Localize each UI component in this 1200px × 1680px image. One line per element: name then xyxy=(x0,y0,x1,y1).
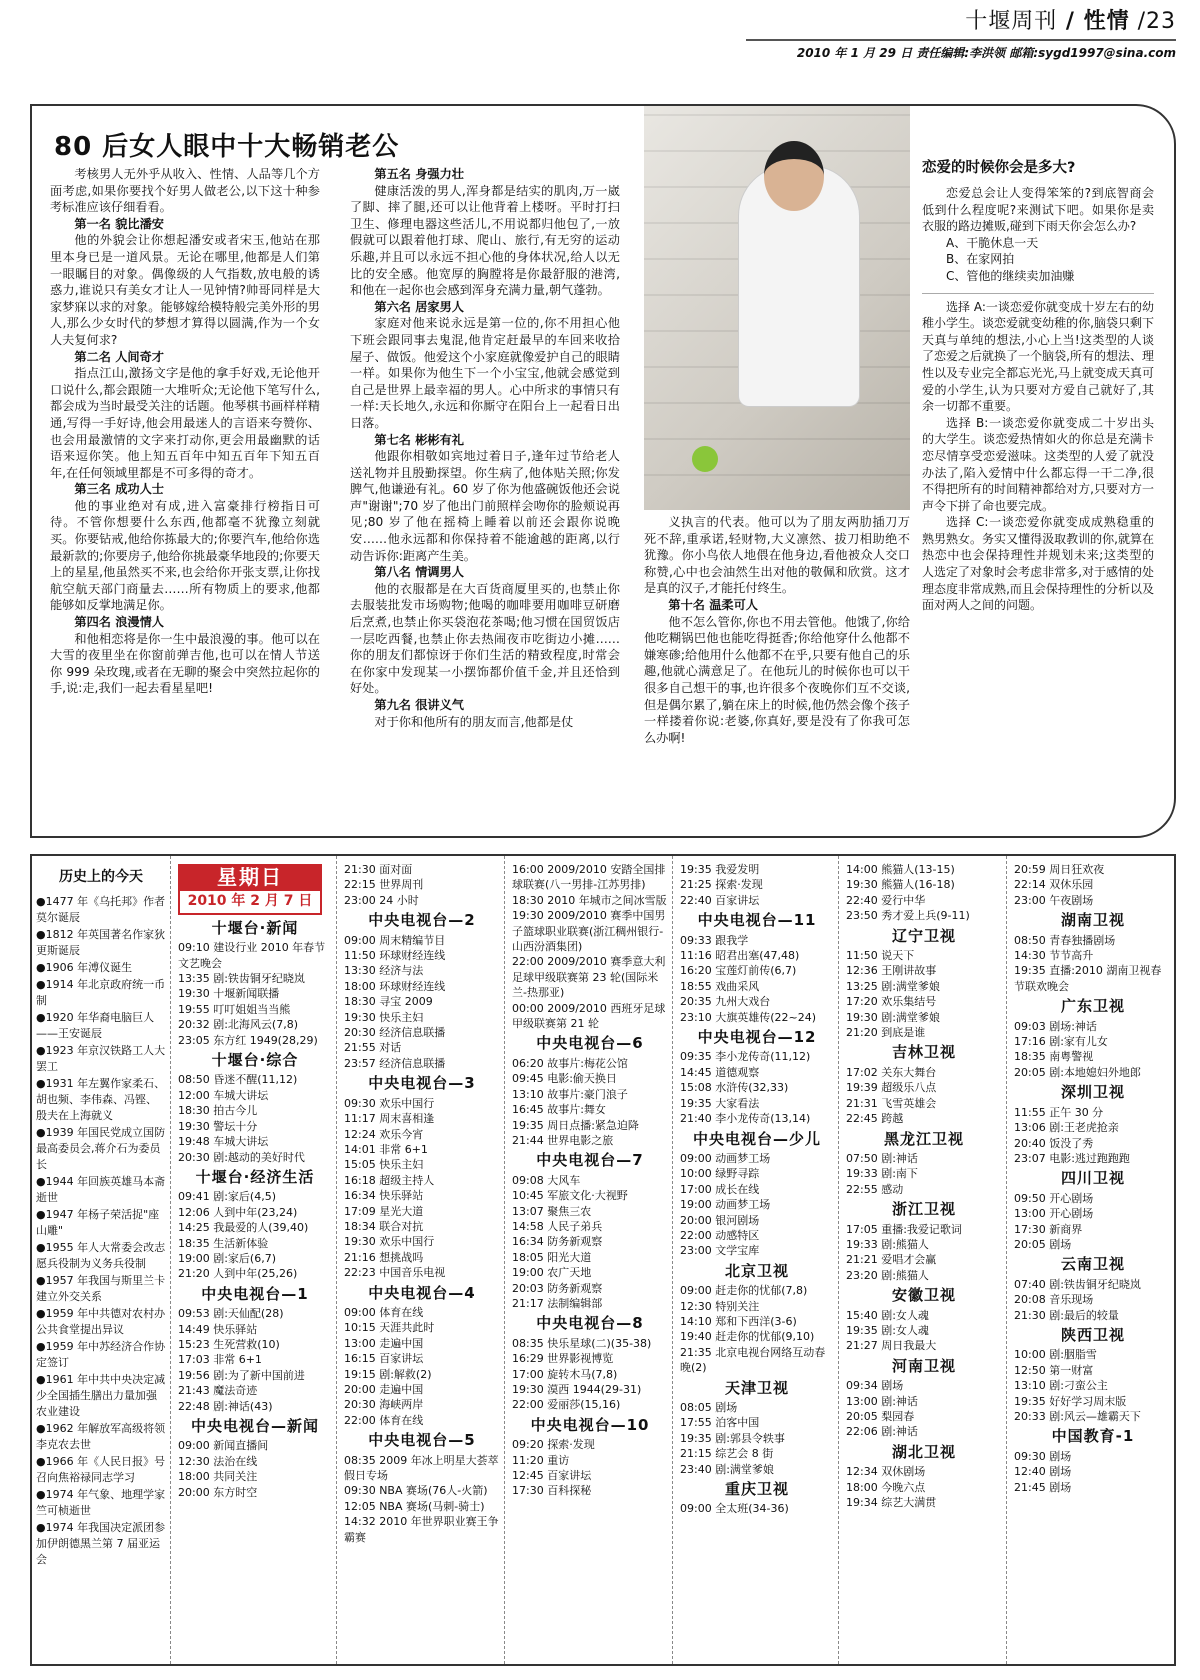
article-box xyxy=(30,104,1176,838)
article-title: 80 后女人眼中十大畅销老公 xyxy=(54,132,400,162)
program-item: 20:59 周日狂欢夜 xyxy=(1014,863,1105,876)
channel-name: 陕西卫视 xyxy=(1060,1325,1125,1344)
channel-name: 中央电视台—7 xyxy=(536,1151,644,1170)
program-item: 23:57 经济信息联播 xyxy=(344,1056,446,1070)
program-item: 22:14 双休乐园 xyxy=(1014,878,1094,892)
program-item: 19:00 剧:家后(6,7) xyxy=(178,1251,276,1265)
program-item: 22:23 中国音乐电视 xyxy=(344,1266,446,1280)
history-item: ●1920 年华裔电脑巨人——王安诞辰 xyxy=(36,1011,155,1040)
program-item: 13:25 剧:满堂爹娘 xyxy=(846,979,940,993)
tv-column-5 xyxy=(846,862,1002,1510)
channel-name: 辽宁卫视 xyxy=(891,926,956,945)
program-item: 19:35 剧:郭县令轶事 xyxy=(680,1431,785,1445)
program-item: 07:50 剧:神话 xyxy=(846,1151,918,1165)
program-item: 19:30 剧:满堂爹娘 xyxy=(846,1010,940,1024)
paragraph: 他跟你相敬如宾地过着日子,逢年过节给老人送礼物并且殷勤探望。你生病了,他体贴关照;你发脾气,他谦逊有礼。60 岁了你为他盛碗饭他还会说声"谢谢";70 岁了他出门前照样会吻你的脸颊说再见;80 岁了他在摇椅上睡着以前还会跟你说晚安……他永远都和你保持着不能逾越的距离,以行动告诉你:距离产生美。 xyxy=(350,449,620,563)
channel-name: 天津卫视 xyxy=(724,1378,789,1397)
program-item: 20:30 海峡两岸 xyxy=(344,1398,424,1412)
channel-name: 中央电视台—1 xyxy=(201,1284,309,1303)
history-item: ●1812 年英国著名作家狄更斯诞辰 xyxy=(36,928,166,957)
program-item: 09:30 NBA 赛场(76人-火箭) xyxy=(344,1484,488,1498)
program-item: 19:30 漠西 1944(29-31) xyxy=(512,1383,642,1396)
program-item: 20:05 剧:本地媳妇外地郎 xyxy=(1014,1065,1141,1079)
divider xyxy=(922,293,1154,294)
program-item: 17:00 旋转木马(7,8) xyxy=(512,1367,618,1381)
program-item: 11:17 周末喜相逢 xyxy=(344,1112,435,1126)
channel-name: 中央电视台—12 xyxy=(697,1028,817,1047)
program-item: 09:33 跟我学 xyxy=(680,933,749,947)
history-today xyxy=(36,860,166,1569)
channel-name: 中央电视台—10 xyxy=(530,1415,650,1434)
program-item: 12:36 王刚讲故事 xyxy=(846,964,937,978)
history-item: ●1962 年解放军高级将领李克农去世 xyxy=(36,1422,166,1451)
program-item: 16:20 宝莲灯前传(6,7) xyxy=(680,964,797,978)
program-item: 21:21 爱唱才会赢 xyxy=(846,1253,937,1267)
program-item: 22:00 体育在线 xyxy=(344,1413,424,1427)
paragraph: 健康活泼的男人,浑身都是结实的肌肉,万一崴了脚、摔了腿,还可以让他背着上楼呀。平时打扫卫生、修理电器这些活儿,不用说都归他包了,一放假就可以跟着他打球、爬山、旅行,有无穷的运动乐趣,并且可以永远不担心他的身体状况,给人以无比的安全感。他宽厚的胸膛将是你最舒服的港湾,和他在一起你也会感到浑身充满力量,朝气蓬勃。 xyxy=(350,183,620,298)
history-item: ●1957 年我国与斯里兰卡建立外交关系 xyxy=(36,1274,166,1303)
paragraph: 他的衣服都是在大百货商厦里买的,也禁止你去服装批发市场购物;他喝的咖啡要用咖啡豆研磨后烹煮,也禁止你买袋泡花茶喝;他习惯在国贸饭店一层吃西餐,也禁止你去热闹夜市吃街边小摊……你的朋友们都惊讶于你们生活的精致程度,时常会在你家中发现某一小摆饰都价值千金,并且还恰到好处。 xyxy=(350,581,620,696)
program-item: 22:48 剧:神话(43) xyxy=(178,1399,273,1413)
program-item: 09:00 新闻直播间 xyxy=(178,1439,269,1453)
program-item: 14:10 郑和下西洋(3-6) xyxy=(680,1314,797,1328)
program-item: 18:30 寻宝 2009 xyxy=(344,995,433,1009)
program-item: 13:35 剧:铁齿铜牙纪晓岚 xyxy=(178,972,305,986)
history-item: ●1947 年杨子荣活捉"座山雕" xyxy=(36,1208,160,1237)
article-column-2 xyxy=(350,166,620,730)
channel-name: 河南卫视 xyxy=(891,1356,956,1375)
quiz-answer: 选择 C:一谈恋爱你就变成成熟稳重的熟男熟女。务实又懂得汲取教训的你,就算在热恋中也会保持理性并规划未来;这类型的人选定了对象时会考虑非常多,对于感情的处理态度非常成熟,而且会保持理性的分析以及面对两人之间的问题。 xyxy=(922,515,1154,613)
rank-heading: 第四名 浪漫情人 xyxy=(74,615,164,630)
program-item: 06:20 故事片:梅花公馆 xyxy=(512,1056,628,1070)
article-photo xyxy=(644,106,910,510)
program-item: 22:00 2009/2010 赛季意大利足球甲级联赛第 23 轮(国际米兰-热那亚) xyxy=(512,955,666,1000)
program-item: 19:56 剧:为了新中国前进 xyxy=(178,1368,305,1382)
program-item: 00:00 2009/2010 西班牙足球甲级联赛第 21 轮 xyxy=(512,1001,666,1031)
channel-name: 中央电视台—少儿 xyxy=(692,1129,821,1148)
quiz-answer: 选择 B:一谈恋爱你就变成二十岁出头的大学生。谈恋爱热情如火的你总是充满卡恋尽情享受恋爱滋味。这类型的人爱了就没办法了,陷入爱情中什么都忘得一干二净,很不得把所有的时间精神都给对方,只要对方一声令下拼了命也要完成。 xyxy=(922,415,1154,513)
date-badge: 星期日 2010 年 2 月 7 日 xyxy=(178,864,322,915)
program-item: 19:55 叮叮姐姐当当熊 xyxy=(178,1002,291,1016)
program-item: 08:50 昏迷不醒(11,12) xyxy=(178,1073,298,1087)
program-item: 23:40 剧:满堂爹娘 xyxy=(680,1462,774,1476)
program-item: 17:03 非常 6+1 xyxy=(178,1353,262,1367)
channel-name: 湖南卫视 xyxy=(1060,911,1125,930)
history-item: ●1959 年中共德对农村办公共食堂提出异议 xyxy=(36,1307,166,1336)
channel-name: 四川卫视 xyxy=(1060,1169,1125,1188)
program-item: 14:49 快乐驿站 xyxy=(178,1322,258,1336)
program-item: 14:00 熊猫人(13-15) xyxy=(846,863,955,876)
program-item: 09:53 剧:天仙配(28) xyxy=(178,1307,284,1321)
program-item: 13:07 聚焦三农 xyxy=(512,1204,592,1218)
program-item: 21:40 李小龙传奇(13,14) xyxy=(680,1112,811,1126)
program-item: 09:45 电影:偷天换日 xyxy=(512,1072,617,1086)
program-item: 12:00 车城大讲坛 xyxy=(178,1088,269,1102)
program-item: 21:43 魔法奇迹 xyxy=(178,1384,258,1398)
paragraph: 和他相恋将是你一生中最浪漫的事。他可以在大雪的夜里坐在你窗前弹吉他,也可以在情人节送你 999 朵玫瑰,或者在无聊的聚会中突然拉起你的手,说:走,我们一起去看星星吧! xyxy=(50,631,320,696)
program-item: 19:35 直播:2010 湖南卫视春节联欢晚会 xyxy=(1014,964,1162,993)
history-item: ●1906 年溥仪诞生 xyxy=(36,961,133,974)
program-item: 19:35 好好学习周末版 xyxy=(1014,1394,1127,1408)
channel-name: 北京卫视 xyxy=(724,1261,789,1280)
program-item: 20:00 银河剧场 xyxy=(680,1213,760,1227)
channel-name: 云南卫视 xyxy=(1060,1255,1125,1274)
program-item: 23:10 大旗英雄传(22~24) xyxy=(680,1010,816,1024)
paragraph: 考核男人无外乎从收入、性情、人品等几个方面考虑,如果你要找个好男人做老公,以下这十种参考标准应该仔细看看。 xyxy=(50,167,320,215)
program-item: 21:27 周日我最大 xyxy=(846,1339,937,1353)
program-item: 18:55 戏曲采风 xyxy=(680,979,760,993)
channel-name: 吉林卫视 xyxy=(891,1043,956,1062)
program-item: 19:30 快乐主妇 xyxy=(344,1010,424,1024)
program-item: 16:15 百家讲坛 xyxy=(344,1352,424,1366)
program-item: 14:58 人民子弟兵 xyxy=(512,1219,603,1233)
program-item: 09:35 李小龙传奇(11,12) xyxy=(680,1050,811,1064)
program-item: 10:15 天涯共此时 xyxy=(344,1321,435,1335)
program-item: 09:00 赶走你的忧郁(7,8) xyxy=(680,1284,808,1298)
quiz-answer: 选择 A:一谈恋爱你就变成十岁左右的幼稚小学生。谈恋爱就变幼稚的你,脑袋只剩下天真与单纯的想法,小心上当!这类型的人谈了恋爱之后就换了一个脑袋,所有的想法、理性以及专业完全都忘光光,马上就变成天真可爱的小学生,认为只要对方爱自己就好了,其余一切都不重要。 xyxy=(922,299,1154,414)
program-item: 14:32 2010 年世界职业赛王争霸赛 xyxy=(344,1515,499,1544)
channel-name: 湖北卫视 xyxy=(891,1442,956,1461)
tv-column-3 xyxy=(512,862,668,1499)
program-item: 12:45 百家讲坛 xyxy=(512,1469,592,1483)
program-item: 18:30 拍古今儿 xyxy=(178,1104,258,1118)
program-item: 12:24 欢乐今宵 xyxy=(344,1127,424,1141)
tv-column-1 xyxy=(178,862,332,1500)
channel-name: 中央电视台—8 xyxy=(536,1314,644,1333)
program-item: 13:30 经济与法 xyxy=(344,964,424,978)
history-item: ●1477 年《乌托邦》作者莫尔诞辰 xyxy=(36,895,166,924)
program-item: 21:55 对话 xyxy=(344,1041,402,1055)
program-item: 09:30 欢乐中国行 xyxy=(344,1096,435,1110)
program-item: 09:10 建设行业 2010 年春节文艺晚会 xyxy=(178,941,326,970)
program-item: 22:40 爱行中华 xyxy=(846,893,926,907)
channel-name: 中央电视台—6 xyxy=(536,1034,644,1053)
rank-heading: 第三名 成功人士 xyxy=(74,482,164,497)
issue-info: 2010 年 1 月 29 日 责任编辑:李洪领 邮箱:sygd1997@sina.com xyxy=(746,39,1176,61)
program-item: 10:45 军旅文化·大视野 xyxy=(512,1189,628,1203)
program-item: 19:40 赶走你的忧郁(9,10) xyxy=(680,1330,815,1344)
tv-column-2 xyxy=(344,862,500,1545)
history-item: ●1961 年中共中央决定减少全国插生膳出力量加强农业建设 xyxy=(36,1373,166,1418)
paragraph: 他不怎么管你,你也不用去管他。他饿了,你给他吃糊锅巴他也能吃得挺香;你给他穿什么他都不嫌寒碜;给他用什么他都不在乎,只要有他自己的乐趣,他就心满意足了。在他玩儿的时候你也可以干很多自己想干的事,也许很多个夜晚你们互不交谈,但是偶尔累了,躺在床上的时候,他仍然会像个孩子一样搂着你说:老婆,你真好,要是没有了你我可怎么办啊! xyxy=(644,614,910,745)
program-item: 19:30 十堰新闻联播 xyxy=(178,987,280,1001)
history-item: ●1974 年我国决定派团参加伊朗德黑兰第 7 届亚运会 xyxy=(36,1521,166,1566)
program-item: 19:30 欢乐中国行 xyxy=(344,1235,435,1249)
paragraph: 对于你和他所有的朋友而言,他都是仗 xyxy=(374,714,574,729)
channel-name: 中央电视台—4 xyxy=(368,1283,476,1302)
program-item: 09:03 剧场:神话 xyxy=(1014,1019,1097,1033)
program-item: 20:35 九州大戏台 xyxy=(680,995,771,1009)
paper-name: 十堰周刊 xyxy=(965,9,1058,34)
program-item: 12:40 剧场 xyxy=(1014,1465,1072,1479)
program-item: 13:00 开心剧场 xyxy=(1014,1207,1094,1221)
program-item: 20:30 剧:越动的美好时代 xyxy=(178,1150,305,1164)
program-item: 19:35 剧:女人魂 xyxy=(846,1323,929,1337)
program-item: 17:05 重播:我爱记歌词 xyxy=(846,1222,962,1236)
program-item: 23:00 24 小时 xyxy=(344,893,419,907)
rank-heading: 第八名 情调男人 xyxy=(374,565,464,580)
channel-name: 广东卫视 xyxy=(1060,997,1125,1016)
program-item: 23:07 电影:逃过跑跑跑 xyxy=(1014,1151,1130,1165)
program-item: 20:32 剧:北海风云(7,8) xyxy=(178,1018,298,1032)
program-item: 18:00 环球财经连线 xyxy=(344,979,446,993)
quiz-option: C、管他的继续卖加油赚 xyxy=(946,268,1075,283)
channel-name: 重庆卫视 xyxy=(724,1480,789,1499)
program-item: 23:00 文学宝库 xyxy=(680,1244,760,1258)
rank-heading: 第十名 温柔可人 xyxy=(668,597,758,612)
program-item: 17:00 成长在线 xyxy=(680,1182,760,1196)
tv-listing-box xyxy=(30,854,1176,1666)
program-item: 08:05 剧场 xyxy=(680,1401,738,1414)
program-item: 23:00 午夜剧场 xyxy=(1014,893,1094,907)
program-item: 21:17 法制编辑部 xyxy=(512,1296,603,1310)
channel-name: 中央电视台—2 xyxy=(368,911,476,930)
program-item: 09:30 剧场 xyxy=(1014,1449,1072,1463)
channel-name: 十堰台·经济生活 xyxy=(195,1167,315,1186)
program-item: 19:00 农广天地 xyxy=(512,1266,592,1280)
program-item: 21:16 想挑战吗 xyxy=(344,1250,424,1264)
program-item: 09:50 开心剧场 xyxy=(1014,1191,1094,1205)
program-item: 21:20 到底是谁 xyxy=(846,1026,926,1040)
history-item: ●1966 年《人民日报》号召向焦裕禄同志学习 xyxy=(36,1455,166,1484)
program-item: 18:30 2010 年城市之间冰雪版 xyxy=(512,893,667,907)
program-item: 14:45 道德观察 xyxy=(680,1065,760,1079)
history-item: ●1939 年国民党成立国防最高委员会,蒋介石为委员长 xyxy=(36,1126,166,1171)
program-item: 19:33 剧:熊猫人 xyxy=(846,1237,929,1251)
program-item: 09:20 探索·发现 xyxy=(512,1438,595,1452)
program-item: 22:40 百家讲坛 xyxy=(680,893,760,907)
page-number: /23 xyxy=(1129,9,1176,34)
program-item: 09:00 周末精编节目 xyxy=(344,933,446,947)
article-column-3 xyxy=(644,514,910,746)
tv-column-6 xyxy=(1014,862,1172,1495)
program-item: 19:35 周日点播:紧急迫降 xyxy=(512,1118,639,1132)
program-item: 17:02 关东大舞台 xyxy=(846,1065,937,1079)
program-item: 11:16 昭君出塞(47,48) xyxy=(680,949,800,963)
program-item: 17:16 剧:家有儿女 xyxy=(1014,1035,1108,1049)
channel-name: 十堰台·新闻 xyxy=(211,918,299,937)
channel-name: 中央电视台—5 xyxy=(368,1431,476,1450)
program-item: 15:05 快乐主妇 xyxy=(344,1158,424,1172)
program-item: 18:00 共同关注 xyxy=(178,1470,258,1484)
history-item: ●1959 年中苏经济合作协定签订 xyxy=(36,1340,166,1369)
section-name: 性情 xyxy=(1083,9,1130,34)
program-item: 08:35 快乐星球(二)(35-38) xyxy=(512,1336,652,1350)
program-item: 13:10 剧:刁蛮公主 xyxy=(1014,1379,1108,1393)
quiz-intro: 恋爱总会让人变得笨笨的?到底智商会低到什么程度呢?来测试下吧。如果你是卖衣服的路边摊贩,碰到下雨天你会怎么办? xyxy=(922,186,1154,234)
program-item: 17:20 欢乐集结号 xyxy=(846,995,937,1009)
program-item: 19:39 超级乐八点 xyxy=(846,1081,937,1095)
program-item: 13:06 剧:王老虎抢亲 xyxy=(1014,1121,1119,1135)
program-item: 21:45 剧场 xyxy=(1014,1480,1072,1494)
channel-name: 安徽卫视 xyxy=(891,1286,956,1305)
history-item: ●1974 年气象、地理学家竺可桢逝世 xyxy=(36,1488,166,1517)
program-item: 12:34 双休剧场 xyxy=(846,1465,926,1479)
program-item: 12:50 第一财富 xyxy=(1014,1363,1094,1377)
program-item: 21:31 飞雪英雄会 xyxy=(846,1096,937,1110)
program-item: 08:50 青春独播剧场 xyxy=(1014,933,1116,947)
paragraph: 指点江山,激扬文字是他的拿手好戏,无论他开口说什么,都会跟随一大堆听众;无论他下笔写什么,都会成为当时最受关注的话题。他琴棋书画样样精通,写得一手好诗,他会用最迷人的言语来夸赞你、也会用最激情的文字来打动你,更会用最幽默的话语来逗你笑。他上知五百年中知五百年下知五百年,在任何领域里都是不可多得的奇才。 xyxy=(50,366,320,480)
program-item: 17:30 新商界 xyxy=(1014,1222,1083,1236)
program-item: 15:40 剧:女人魂 xyxy=(846,1308,929,1322)
program-item: 19:30 2009/2010 赛季中国男子篮球职业联赛(浙江稠州银行-山西汾酒集团) xyxy=(512,909,666,954)
program-item: 09:08 大风车 xyxy=(512,1173,581,1187)
history-title: 历史上的今天 xyxy=(59,869,143,885)
program-item: 13:10 故事片:豪门浪子 xyxy=(512,1087,628,1101)
channel-name: 中央电视台—新闻 xyxy=(190,1417,319,1435)
rank-heading: 第五名 身强力壮 xyxy=(374,167,464,181)
program-item: 16:00 2009/2010 安踏全国排球联赛(八一男排-江苏男排) xyxy=(512,863,666,892)
program-item: 09:00 体育在线 xyxy=(344,1305,424,1319)
program-item: 07:40 剧:铁齿铜牙纪晓岚 xyxy=(1014,1277,1141,1291)
rank-heading: 第七名 彬彬有礼 xyxy=(374,432,464,447)
tv-column-4 xyxy=(680,862,834,1517)
program-item: 18:05 阳光大道 xyxy=(512,1250,592,1264)
program-item: 22:55 感动 xyxy=(846,1182,904,1196)
history-item: ●1944 年回族英雄马本斋逝世 xyxy=(36,1175,166,1204)
program-item: 16:45 故事片:舞女 xyxy=(512,1103,606,1117)
program-item: 18:00 今晚六点 xyxy=(846,1480,926,1494)
channel-name: 中央电视台—11 xyxy=(697,911,817,930)
rank-heading: 第六名 居家男人 xyxy=(374,299,464,314)
program-item: 23:05 东方红 1949(28,29) xyxy=(178,1033,318,1047)
program-item: 14:01 非常 6+1 xyxy=(344,1142,428,1156)
rank-heading: 第九名 很讲义气 xyxy=(374,698,464,712)
history-item: ●1955 年人大常委会改志愿兵役制为义务兵役制 xyxy=(36,1241,166,1270)
history-item: ●1923 年京汉铁路工人大罢工 xyxy=(36,1044,166,1073)
program-item: 22:00 爱丽莎(15,16) xyxy=(512,1398,621,1412)
program-item: 08:35 2009 年冰上明星大荟萃假日专场 xyxy=(344,1453,499,1483)
program-item: 22:15 世界周刊 xyxy=(344,878,424,892)
program-item: 23:50 秀才爱上兵(9-11) xyxy=(846,909,970,923)
program-item: 21:30 剧:最后的较量 xyxy=(1014,1308,1119,1322)
program-item: 21:35 北京电视台网络互动春晚(2) xyxy=(680,1345,826,1375)
program-item: 23:20 剧:熊猫人 xyxy=(846,1268,929,1282)
paragraph: 他的事业绝对有成,进入富豪排行榜指日可待。不管你想要什么东西,他都毫不犹豫立刻就买。你要钻戒,他给你拣最大的;你要汽车,他给你选最新款的;你要房子,他给你挑最豪华地段的;你要天上的星星,他虽然买不来,也会给你开张支票,让你找航空航天部门商量去……所有物质上的要求,他都能够如反掌地满足你。 xyxy=(50,498,320,613)
program-item: 19:35 大家看法 xyxy=(680,1096,760,1110)
channel-name: 十堰台·综合 xyxy=(211,1051,299,1070)
rank-heading: 第一名 貌比潘安 xyxy=(74,216,164,231)
program-item: 12:30 特别关注 xyxy=(680,1299,760,1313)
program-item: 20:30 经济信息联播 xyxy=(344,1026,446,1040)
program-item: 21:25 探索·发现 xyxy=(680,878,763,892)
program-item: 17:09 星光大道 xyxy=(344,1204,424,1218)
quiz-title: 恋爱的时候你会是多大? xyxy=(922,160,1076,176)
program-item: 12:05 NBA 赛场(马刺-骑士) xyxy=(344,1499,485,1513)
channel-name: 中央电视台—3 xyxy=(368,1074,476,1093)
program-item: 20:08 音乐现场 xyxy=(1014,1293,1094,1307)
program-item: 14:25 我最爱的人(39,40) xyxy=(178,1221,309,1235)
program-item: 19:48 车城大讲坛 xyxy=(178,1135,269,1149)
history-item: ●1914 年北京政府统一币制 xyxy=(36,978,166,1007)
program-item: 22:00 动感特区 xyxy=(680,1228,760,1242)
program-item: 11:50 说天下 xyxy=(846,949,915,963)
program-item: 12:06 人到中年(23,24) xyxy=(178,1205,298,1219)
rank-heading: 第二名 人间奇才 xyxy=(74,349,164,364)
program-item: 13:00 走遍中国 xyxy=(344,1336,424,1350)
program-item: 11:20 重访 xyxy=(512,1453,570,1467)
paragraph: 他的外貌会让你想起潘安或者宋玉,他站在那里本身已是一道风景。无论在哪里,他都是人们第一眼瞩目的对象。偶像级的人气指数,放电般的诱惑力,谁说只有美女才让人一见钟情?帅哥同样是大家梦寐以求的对象。能够嫁给模特般完美外形的男人,那么少女时代的梦想才算得以圆满,作为一个女人夫复何求? xyxy=(50,233,320,347)
program-item: 18:35 生活新体验 xyxy=(178,1236,269,1250)
quiz-option: A、干脆休息一天 xyxy=(946,235,1039,250)
program-item: 19:00 动画梦工场 xyxy=(680,1198,771,1212)
program-item: 10:00 绿野寻踪 xyxy=(680,1167,760,1181)
program-item: 20:40 饭没了秀 xyxy=(1014,1136,1094,1150)
program-item: 11:50 环球财经连线 xyxy=(344,949,446,963)
program-item: 19:30 熊猫人(16-18) xyxy=(846,878,955,892)
page-header: 十堰周刊 / 性情 /23 2010 年 1 月 29 日 责任编辑:李洪领 邮箱:sygd1997@sina.com xyxy=(746,4,1176,61)
program-item: 17:30 百科探秘 xyxy=(512,1484,592,1498)
program-item: 16:29 世界影视博览 xyxy=(512,1352,614,1366)
history-item: ●1931 年左翼作家柔石、胡也频、李伟森、冯铿、殷夫在上海就义 xyxy=(36,1077,166,1122)
program-item: 20:00 东方时空 xyxy=(178,1485,258,1499)
program-item: 16:34 防务新观察 xyxy=(512,1235,603,1249)
channel-name: 中国教育-1 xyxy=(1051,1427,1135,1446)
program-item: 21:30 面对面 xyxy=(344,863,413,876)
program-item: 18:34 联合对抗 xyxy=(344,1219,424,1233)
paragraph: 家庭对他来说永远是第一位的,你不用担心他下班会跟同事去鬼混,他肯定赶最早的车回来收拾屋子、做饭。他爱这个小家庭就像爱护自己的眼睛一样。如果你为他生下一个小宝宝,他就会感觉到自己是世界上最幸福的男人。心中所求的事情只有一样:天长地久,永远和你厮守在阳台上一起看日出日落。 xyxy=(350,316,620,430)
program-item: 09:34 剧场 xyxy=(846,1379,904,1393)
article-column-1 xyxy=(50,166,320,697)
program-item: 21:20 人到中年(25,26) xyxy=(178,1267,298,1281)
program-item: 12:30 法治在线 xyxy=(178,1454,258,1468)
program-item: 15:08 水浒传(32,33) xyxy=(680,1081,789,1095)
channel-name: 浙江卫视 xyxy=(891,1200,956,1219)
program-item: 09:00 动画梦工场 xyxy=(680,1151,771,1165)
program-item: 13:00 剧:神话 xyxy=(846,1394,918,1408)
program-item: 19:35 我爱发明 xyxy=(680,863,760,876)
program-item: 22:45 跨越 xyxy=(846,1112,904,1126)
program-item: 21:15 综艺会 8 街 xyxy=(680,1447,774,1461)
program-item: 20:05 剧场 xyxy=(1014,1237,1072,1251)
channel-name: 黑龙江卫视 xyxy=(883,1129,964,1148)
program-item: 15:23 生死营救(10) xyxy=(178,1337,280,1351)
program-item: 20:03 防务新观察 xyxy=(512,1281,603,1295)
program-item: 19:15 剧:解救(2) xyxy=(344,1367,432,1381)
program-item: 09:41 剧:家后(4,5) xyxy=(178,1190,276,1204)
program-item: 20:00 走遍中国 xyxy=(344,1383,424,1396)
program-item: 18:35 南粤警视 xyxy=(1014,1050,1094,1064)
program-item: 11:55 正午 30 分 xyxy=(1014,1105,1104,1119)
program-item: 19:34 综艺大满贯 xyxy=(846,1496,937,1510)
program-item: 09:00 全太班(34-36) xyxy=(680,1502,789,1516)
program-item: 10:00 剧:胭脂雪 xyxy=(1014,1348,1097,1362)
program-item: 16:18 超级主持人 xyxy=(344,1173,435,1187)
channel-name: 深圳卫视 xyxy=(1060,1083,1125,1102)
program-item: 19:30 警坛十分 xyxy=(178,1119,258,1133)
program-item: 22:06 剧:神话 xyxy=(846,1425,918,1439)
quiz-sidebar xyxy=(922,156,1154,614)
program-item: 19:33 剧:南下 xyxy=(846,1167,918,1181)
program-item: 17:55 泊客中国 xyxy=(680,1416,760,1430)
program-item: 20:33 剧:风云—雄霸天下 xyxy=(1014,1410,1141,1423)
program-item: 14:30 节节高升 xyxy=(1014,949,1094,963)
program-item: 16:34 快乐驿站 xyxy=(344,1189,424,1203)
paragraph: 义执言的代表。他可以为了朋友两肋插刀万死不辞,重承诺,轻财物,大义凛然、拔刀相助绝不犹豫。你小鸟依人地偎在他身边,看他被众人交口称赞,心中也会油然生出对他的敬佩和欣赏。这才是真的汉子,才能托付终生。 xyxy=(644,515,910,596)
program-item: 21:44 世界电影之旅 xyxy=(512,1133,614,1147)
quiz-option: B、在家网拍 xyxy=(946,252,1015,267)
program-item: 20:05 梨园春 xyxy=(846,1410,915,1423)
apple-icon xyxy=(692,446,718,472)
